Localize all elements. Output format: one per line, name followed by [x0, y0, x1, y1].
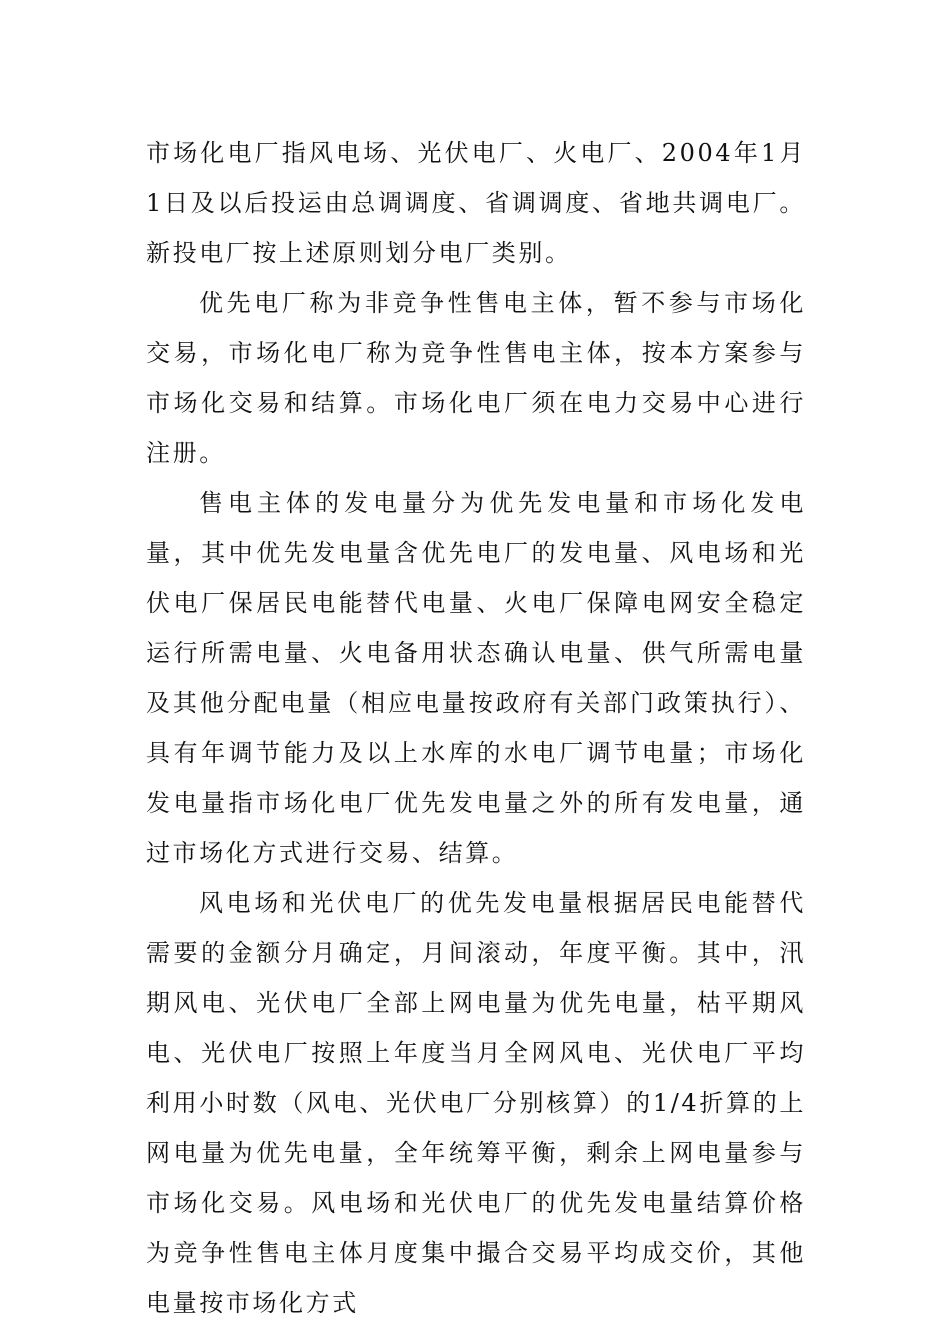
paragraph-wind-solar-priority: 风电场和光伏电厂的优先发电量根据居民电能替代需要的金额分月确定，月间滚动，年度平衡。其中，汛期风电、光伏电厂全部上网电量为优先电量，枯平期风电、光伏电厂按照上年度当月全网风电、光伏电厂平均利用小时数（风电、光伏电厂分别核算）的1/4折算的上网电量为优先电量，全年统筹平衡，剩余上网电量参与市场化交易。风电场和光伏电厂的优先发电量结算价格为竞争性售电主体月度集中撮合交易平均成交价，其他电量按市场化方式 — [146, 889, 806, 1317]
paragraph-generation-volume: 售电主体的发电量分为优先发电量和市场化发电量，其中优先发电量含优先电厂的发电量、风电场和光伏电厂保居民电能替代电量、火电厂保障电网安全稳定运行所需电量、火电备用状态确认电量、供气所需电量及其他分配电量（相应电量按政府有关部门政策执行）、具有年调节能力及以上水库的水电厂调节电量；市场化发电量指市场化电厂优先发电量之外的所有发电量，通过市场化方式进行交易、结算。 — [146, 489, 806, 867]
paragraph-market-plants-definition: 市场化电厂指风电场、光伏电厂、火电厂、2004年1月1日及以后投运由总调调度、省调调度、省地共调电厂。新投电厂按上述原则划分电厂类别。 — [146, 139, 806, 267]
document-body — [146, 128, 806, 1328]
paragraph-priority-plants: 优先电厂称为非竞争性售电主体，暂不参与市场化交易，市场化电厂称为竞争性售电主体，按本方案参与市场化交易和结算。市场化电厂须在电力交易中心进行注册。 — [146, 289, 806, 467]
